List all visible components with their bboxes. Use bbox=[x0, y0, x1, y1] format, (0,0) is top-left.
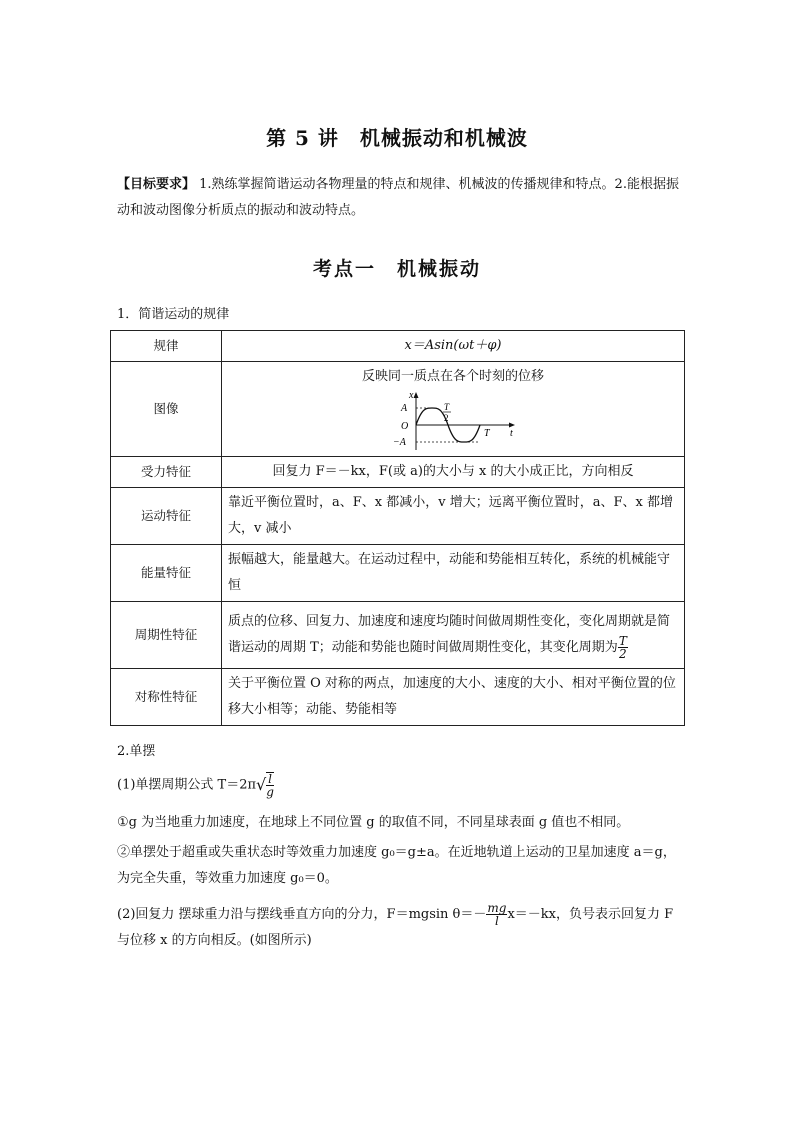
row-key: 受力特征 bbox=[111, 457, 222, 488]
graph-caption: 反映同一质点在各个时刻的位移 bbox=[361, 369, 544, 384]
table-row bbox=[111, 457, 685, 488]
subsection-title-2: 2.单摆 bbox=[117, 744, 156, 759]
fraction-denominator: g bbox=[266, 785, 274, 799]
learning-goals bbox=[117, 172, 683, 224]
half-period-num: T bbox=[444, 402, 450, 412]
y-axis-arrow bbox=[414, 392, 419, 398]
table-row bbox=[111, 602, 685, 669]
row-value: x＝Asin(ωt＋φ) bbox=[222, 331, 685, 362]
table-row bbox=[111, 669, 685, 726]
amp-neg-label: −A bbox=[393, 437, 406, 448]
fraction-denominator: 2 bbox=[619, 647, 627, 661]
force-fraction bbox=[486, 902, 507, 927]
row-key: 图像 bbox=[111, 362, 222, 457]
sine-wave-graph bbox=[388, 390, 518, 452]
row-value: 靠近平衡位置时，a、F、x 都减小，v 增大；远离平衡位置时，a、F、x 都增大，v 减小 bbox=[222, 488, 685, 545]
row-value: 振幅越大，能量越大。在运动过程中，动能和势能相互转化，系统的机械能守恒 bbox=[222, 545, 685, 602]
lesson-title: 第 5 讲 机械振动和机械波 bbox=[266, 126, 528, 150]
paragraph-2: ②单摆处于超重或失重状态时等效重力加速度 g₀＝g±a。在近地轨道上运动的卫星加速度 a＝g，为完全失重，等效重力加速度 g₀＝0。 bbox=[117, 845, 676, 886]
x-axis-label: t bbox=[510, 428, 513, 439]
force-text-post: x＝－kx，负号表示回复力 F 与位移 x 的方向相反。(如图所示) bbox=[117, 907, 674, 948]
row-key: 能量特征 bbox=[111, 545, 222, 602]
paragraph-1: ①g 为当地重力加速度，在地球上不同位置 g 的取值不同，不同星球表面 g 值也不相同。 bbox=[117, 815, 630, 830]
force-text-pre: (2)回复力 摆球重力沿与摆线垂直方向的分力，F＝mgsin θ＝－ bbox=[117, 907, 487, 922]
sqrt-icon: √ bbox=[256, 775, 267, 794]
row-key: 规律 bbox=[111, 331, 222, 362]
restoring-force-paragraph bbox=[117, 902, 683, 954]
subsection-title: 1．简谐运动的规律 bbox=[117, 307, 230, 322]
row-key: 周期性特征 bbox=[111, 602, 222, 669]
goal-tag: 【目标要求】 bbox=[117, 177, 196, 192]
fraction-numerator: T bbox=[618, 634, 627, 648]
fraction-numerator: mg bbox=[487, 901, 507, 915]
y-axis-label: x bbox=[409, 390, 414, 401]
period-fraction bbox=[618, 635, 628, 660]
table-row bbox=[111, 488, 685, 545]
amp-pos-label: A bbox=[401, 403, 408, 414]
fraction-numerator: l bbox=[268, 772, 273, 786]
pendulum-formula bbox=[117, 772, 683, 799]
period-text: 质点的位移、回复力、加速度和速度均随时间做周期性变化，变化周期就是简谐运动的周期 T；动能和势能也随时间做周期性变化，其变化周期为 bbox=[228, 614, 671, 655]
formula-text: (1)单摆周期公式 T＝2π bbox=[117, 777, 257, 793]
fraction-denominator: l bbox=[495, 914, 499, 928]
row-value bbox=[222, 362, 685, 457]
sqrt-fraction bbox=[266, 772, 274, 798]
row-value: 回复力 F＝－kx，F(或 a)的大小与 x 的大小成正比，方向相反 bbox=[222, 457, 685, 488]
period-label: T bbox=[484, 428, 490, 439]
x-axis-arrow bbox=[509, 423, 515, 428]
row-key: 运动特征 bbox=[111, 488, 222, 545]
table-row bbox=[111, 545, 685, 602]
table-row bbox=[111, 331, 685, 362]
row-value: 关于平衡位置 O 对称的两点，加速度的大小、速度的大小、相对平衡位置的位移大小相等；动能、势能相等 bbox=[222, 669, 685, 726]
section-heading: 考点一 机械振动 bbox=[312, 258, 481, 280]
table-row bbox=[111, 362, 685, 457]
goal-text: 1.熟练掌握简谐运动各物理量的特点和规律、机械波的传播规律和特点。2.能根据振动和波动图像分析质点的振动和波动特点。 bbox=[117, 177, 679, 218]
row-value bbox=[222, 602, 685, 669]
half-period-den: 2 bbox=[444, 413, 449, 423]
row-key: 对称性特征 bbox=[111, 669, 222, 726]
shm-rules-table bbox=[110, 330, 685, 726]
origin-label: O bbox=[401, 421, 409, 432]
